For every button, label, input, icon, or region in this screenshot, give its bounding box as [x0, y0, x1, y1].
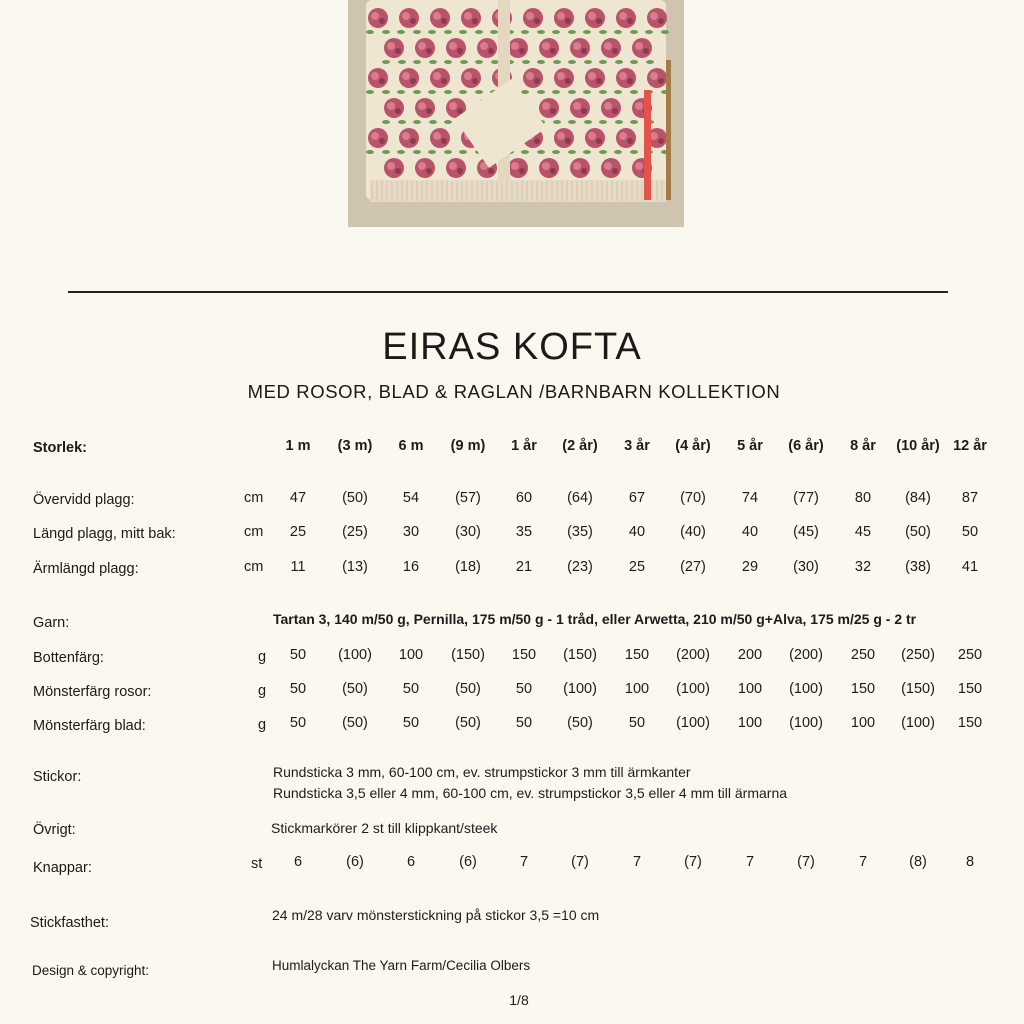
design-label: Design & copyright:: [32, 963, 150, 978]
measurement-value: (57): [455, 490, 481, 506]
sizes-label: Storlek:: [33, 440, 87, 456]
measurement-value: (40): [680, 524, 706, 540]
pattern-subtitle: MED ROSOR, BLAD & RAGLAN /BARNBARN KOLLEKTION: [247, 381, 781, 402]
garn-label: Garn:: [33, 615, 70, 631]
yarn-value: (200): [789, 647, 823, 663]
yarn-value: (100): [676, 681, 710, 697]
measurement-value: 30: [402, 524, 420, 540]
size-header-cell: 6 m: [398, 438, 424, 454]
measurement-value: 50: [961, 524, 979, 540]
measurement-value: 41: [961, 559, 979, 575]
header-divider: [68, 291, 948, 293]
stickor-line-2: Rundsticka 3,5 eller 4 mm, 60-100 cm, ev. strumpstickor 3,5 eller 4 mm till ärmarna: [273, 785, 788, 801]
yarn-value: 50: [402, 715, 420, 731]
knappar-label: Knappar:: [33, 860, 92, 876]
stickor-line-1: Rundsticka 3 mm, 60-100 cm, ev. strumpstickor 3 mm till ärmkanter: [273, 764, 691, 780]
yarn-value: 50: [402, 681, 420, 697]
yarn-value: 50: [289, 647, 307, 663]
yarn-value: 150: [850, 681, 876, 697]
yarn-value: 100: [737, 681, 763, 697]
yarn-value: (50): [455, 681, 481, 697]
knappar-unit: st: [251, 856, 263, 872]
yarn-value: (50): [342, 681, 368, 697]
knappar-value: (6): [459, 854, 477, 870]
measurement-value: (38): [905, 559, 931, 575]
yarn-value: (50): [342, 715, 368, 731]
yarn-value: 250: [850, 647, 876, 663]
measurement-value: 74: [741, 490, 759, 506]
measurement-value: (50): [905, 524, 931, 540]
measurement-unit: cm: [244, 524, 264, 540]
ovrigt-text: Stickmarkörer 2 st till klippkant/steek: [271, 820, 498, 836]
stickfasthet-label: Stickfasthet:: [30, 915, 109, 931]
measurement-unit: cm: [244, 490, 264, 506]
measurement-value: 16: [402, 559, 420, 575]
yarn-value: (200): [676, 647, 710, 663]
measurement-value: (84): [905, 490, 931, 506]
measurement-value: (45): [793, 524, 819, 540]
yarn-value: 100: [737, 715, 763, 731]
yarn-value: (100): [901, 715, 935, 731]
pattern-title: EIRAS KOFTA: [382, 326, 642, 368]
measurement-value: (64): [567, 490, 593, 506]
knappar-value: (8): [909, 854, 927, 870]
measurement-value: (30): [455, 524, 481, 540]
knappar-value: (7): [684, 854, 702, 870]
measurement-value: 25: [628, 559, 646, 575]
measurement-label: Övervidd plagg:: [33, 492, 135, 508]
knappar-value: 6: [406, 854, 416, 870]
yarn-value: 50: [289, 715, 307, 731]
size-header-cell: (9 m): [450, 438, 486, 454]
measurement-value: 21: [515, 559, 533, 575]
yarn-value: (150): [563, 647, 597, 663]
measurement-value: 29: [741, 559, 759, 575]
yarn-value: (100): [789, 681, 823, 697]
yarn-label: Bottenfärg:: [33, 650, 104, 666]
yarn-value: 50: [515, 681, 533, 697]
measurement-value: 25: [289, 524, 307, 540]
knappar-value: 7: [632, 854, 642, 870]
yarn-value: (100): [789, 715, 823, 731]
yarn-unit: g: [258, 649, 267, 665]
measurement-value: 40: [628, 524, 646, 540]
measurement-value: 60: [515, 490, 533, 506]
yarn-label: Mönsterfärg rosor:: [33, 684, 152, 700]
size-header-cell: (2 år): [562, 438, 598, 454]
measurement-value: 54: [402, 490, 420, 506]
measurement-value: (13): [342, 559, 368, 575]
measurement-unit: cm: [244, 559, 264, 575]
measurement-value: 45: [854, 524, 872, 540]
measurement-label: Längd plagg, mitt bak:: [33, 526, 176, 542]
size-header-cell: (3 m): [337, 438, 373, 454]
yarn-value: 100: [398, 647, 424, 663]
page-number: 1/8: [509, 992, 529, 1008]
yarn-value: 250: [957, 647, 983, 663]
size-header-cell: 5 år: [737, 438, 763, 454]
measurement-value: 80: [854, 490, 872, 506]
knappar-value: 7: [519, 854, 529, 870]
yarn-value: 200: [737, 647, 763, 663]
measurement-value: (35): [567, 524, 593, 540]
size-header-cell: (6 år): [788, 438, 824, 454]
size-header-cell: 12 år: [953, 438, 987, 454]
yarn-value: 150: [957, 715, 983, 731]
measurement-value: 67: [628, 490, 646, 506]
ovrigt-label: Övrigt:: [33, 822, 76, 838]
knappar-value: (7): [571, 854, 589, 870]
measurement-label: Ärmlängd plagg:: [33, 561, 139, 577]
measurement-value: 40: [741, 524, 759, 540]
measurement-value: (70): [680, 490, 706, 506]
yarn-value: (100): [338, 647, 372, 663]
yarn-value: 50: [289, 681, 307, 697]
knappar-value: 8: [965, 854, 975, 870]
measurement-value: 35: [515, 524, 533, 540]
measurement-value: (23): [567, 559, 593, 575]
yarn-value: 50: [515, 715, 533, 731]
measurement-value: (50): [342, 490, 368, 506]
yarn-value: 150: [511, 647, 537, 663]
size-header-cell: 3 år: [624, 438, 650, 454]
yarn-label: Mönsterfärg blad:: [33, 718, 146, 734]
yarn-value: (100): [676, 715, 710, 731]
stickfasthet-text: 24 m/28 varv mönsterstickning på stickor 3,5 =10 cm: [272, 907, 600, 923]
yarn-value: (50): [455, 715, 481, 731]
yarn-unit: g: [258, 683, 267, 699]
yarn-value: 100: [624, 681, 650, 697]
size-header-cell: (4 år): [675, 438, 711, 454]
measurement-value: (27): [680, 559, 706, 575]
yarn-value: (250): [901, 647, 935, 663]
stickor-label: Stickor:: [33, 769, 82, 785]
knappar-value: 6: [293, 854, 303, 870]
knappar-value: 7: [858, 854, 868, 870]
yarn-value: 50: [628, 715, 646, 731]
yarn-value: 150: [957, 681, 983, 697]
measurement-value: (30): [793, 559, 819, 575]
yarn-value: 100: [850, 715, 876, 731]
size-header-cell: (10 år): [896, 438, 940, 454]
size-header-cell: 1 år: [511, 438, 537, 454]
yarn-value: 150: [624, 647, 650, 663]
measurement-value: 32: [854, 559, 872, 575]
measurement-value: 87: [961, 490, 979, 506]
yarn-value: (150): [901, 681, 935, 697]
garn-text: Tartan 3, 140 m/50 g, Pernilla, 175 m/50 g - 1 tråd, eller Arwetta, 210 m/50 g+Alva, 175 m/25 g - 2 tr: [273, 611, 917, 627]
sweater-photo: [348, 0, 684, 227]
size-header-cell: 1 m: [285, 438, 311, 454]
knappar-value: (6): [346, 854, 364, 870]
measurement-value: (77): [793, 490, 819, 506]
yarn-value: (50): [567, 715, 593, 731]
yarn-value: (100): [563, 681, 597, 697]
knappar-value: 7: [745, 854, 755, 870]
measurement-value: 47: [289, 490, 307, 506]
measurement-value: 11: [290, 559, 306, 575]
size-header-cell: 8 år: [850, 438, 876, 454]
measurement-value: (25): [342, 524, 368, 540]
design-text: Humlalyckan The Yarn Farm/Cecilia Olbers: [272, 958, 531, 973]
yarn-unit: g: [258, 717, 267, 733]
yarn-value: (150): [451, 647, 485, 663]
knappar-value: (7): [797, 854, 815, 870]
measurement-value: (18): [455, 559, 481, 575]
